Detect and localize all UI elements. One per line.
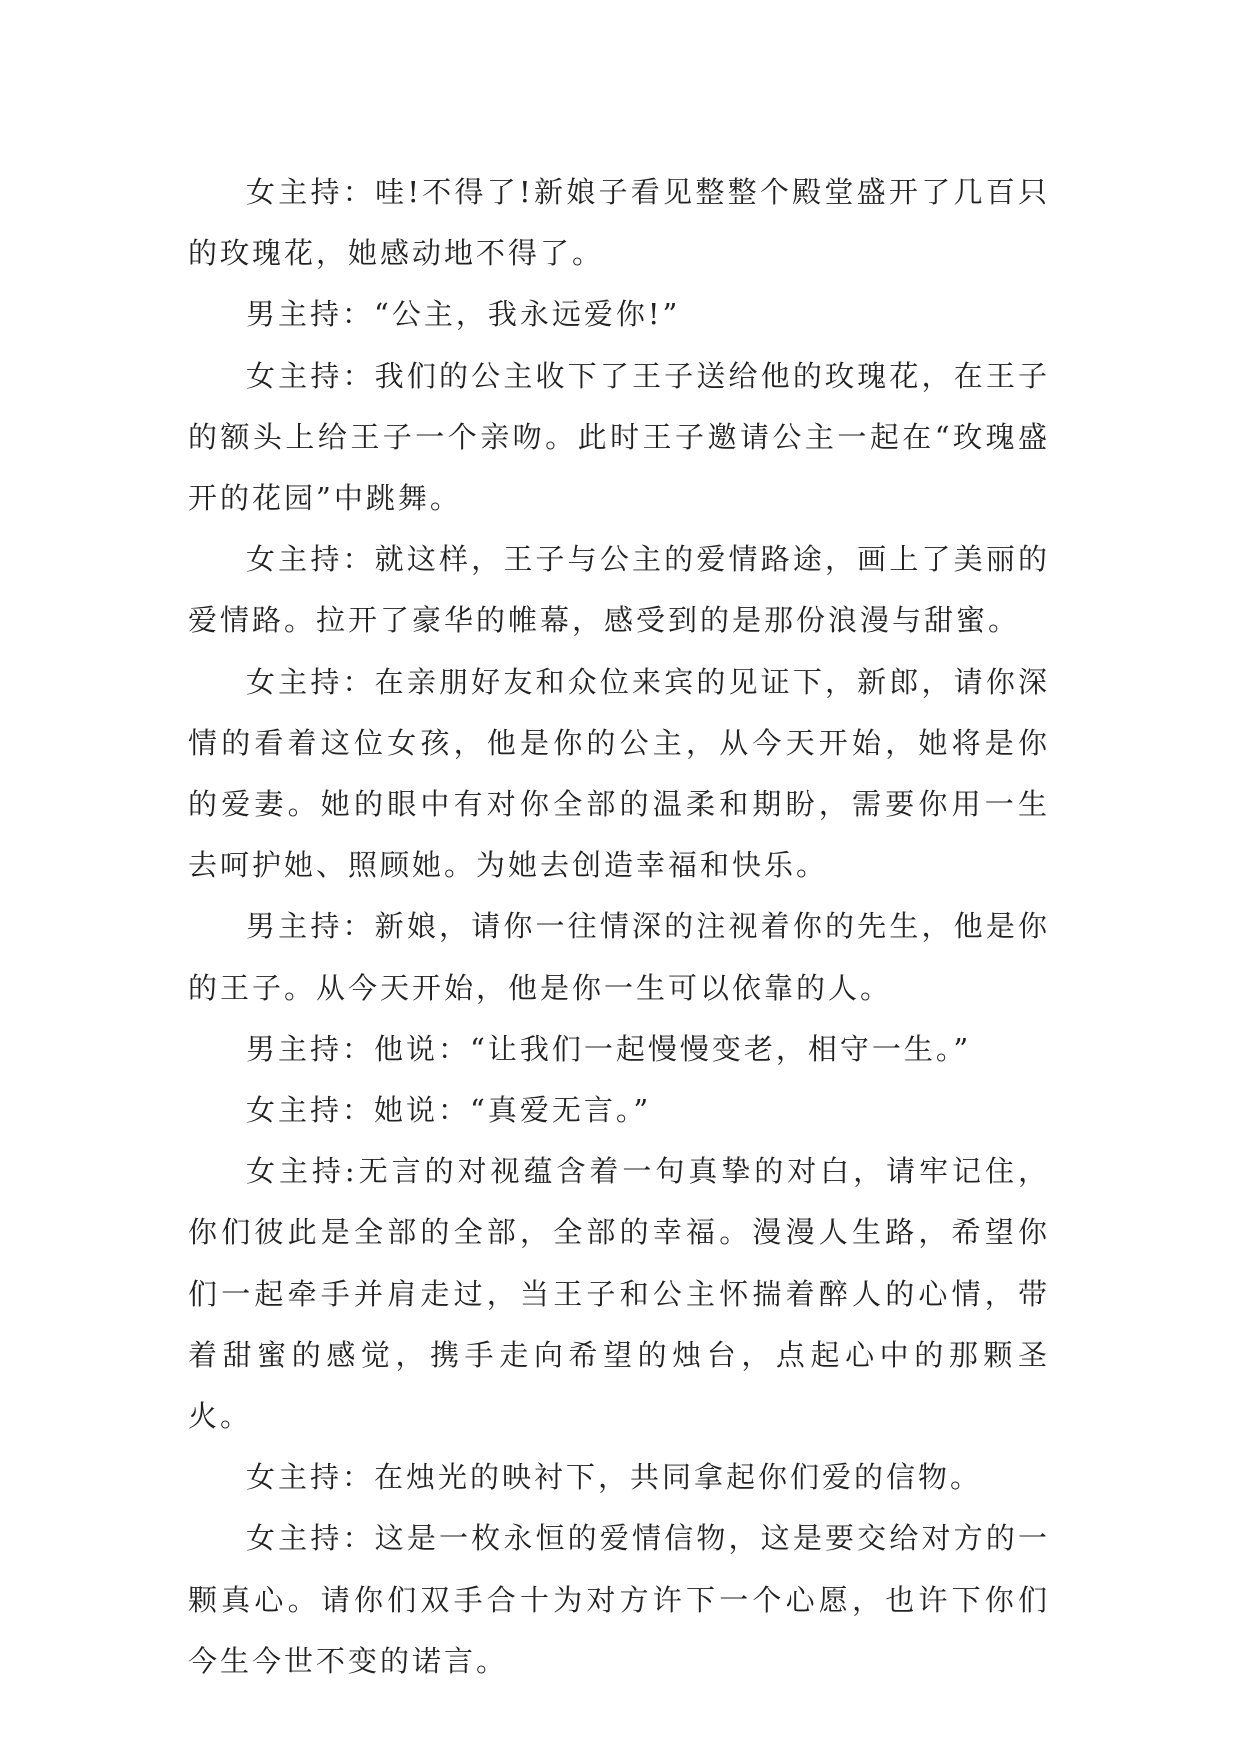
paragraph: 女主持：她说：“真爱无言。” xyxy=(246,1093,652,1128)
paragraph: 男主持：“公主，我永远爱你!” xyxy=(246,297,681,332)
paragraph: 男主持：新娘，请你一往情深的注视着你的先生，他是你的王子。从今天开始，他是你一生可以依靠的人。 xyxy=(188,909,1050,1005)
paragraph: 女主持：这是一枚永恒的爱情信物，这是要交给对方的一颗真心。请你们双手合十为对方许下一个心愿，也许下你们今生今世不变的诺言。 xyxy=(188,1521,1050,1678)
paragraph: 女主持：在亲朋好友和众位来宾的见证下，新郎，请你深情的看着这位女孩，他是你的公主，从今天开始，她将是你的爱妻。她的眼中有对你全部的温柔和期盼，需要你用一生去呵护她、照顾她。为她去创造幸福和快乐。 xyxy=(188,664,1050,883)
paragraph: 女主持：我们的公主收下了王子送给他的玫瑰花，在王子的额头上给王子一个亲吻。此时王子邀请公主一起在“玫瑰盛开的花园”中跳舞。 xyxy=(188,358,1050,516)
paragraph: 女主持：哇!不得了!新娘子看见整整个殿堂盛开了几百只的玫瑰花，她感动地不得了。 xyxy=(188,175,1050,271)
paragraph: 女主持:无言的对视蕴含着一句真挚的对白，请牢记住，你们彼此是全部的全部，全部的幸福。漫漫人生路，希望你们一起牵手并肩走过，当王子和公主怀揣着醉人的心情，带着甜蜜的感觉，携手走向希望的烛台，点起心中的那颗圣火。 xyxy=(188,1154,1050,1434)
paragraph: 男主持：他说：“让我们一起慢慢变老，相守一生。” xyxy=(246,1031,972,1066)
paragraph: 女主持：就这样，王子与公主的爱情路途，画上了美丽的爱情路。拉开了豪华的帷幕，感受到的是那份浪漫与甜蜜。 xyxy=(188,542,1050,638)
document-body xyxy=(188,162,1050,1692)
paragraph: 女主持：在烛光的映衬下，共同拿起你们爱的信物。 xyxy=(246,1460,983,1495)
